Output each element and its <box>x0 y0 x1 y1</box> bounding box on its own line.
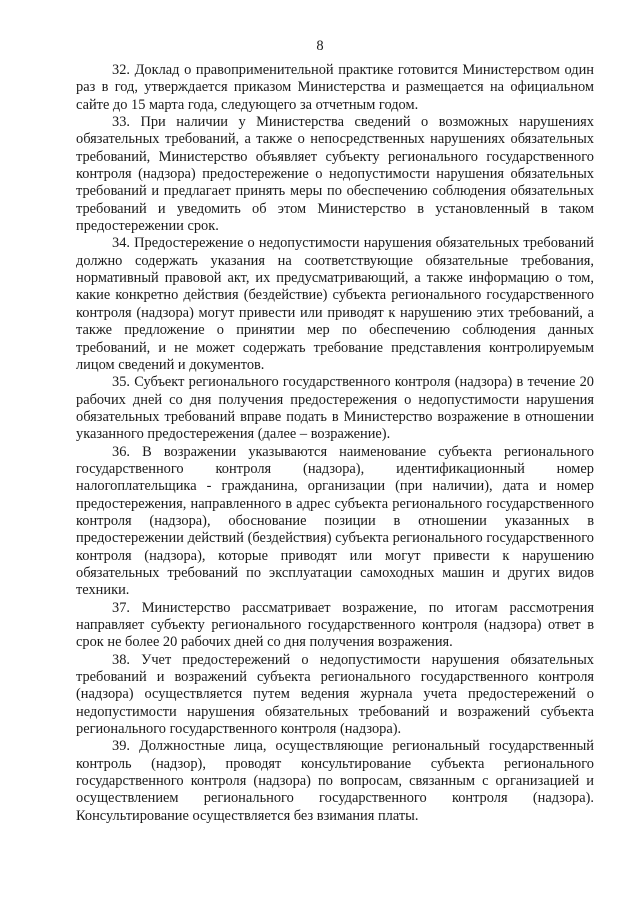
paragraph-37: 37. Министерство рассматривает возражение, по итогам рассмотрения направляет субъекту регионального государственного контроля (надзора) ответ в срок не более 20 рабочих дней со дня получения возражения. <box>76 599 594 651</box>
document-body <box>76 62 594 825</box>
paragraph-32: 32. Доклад о правоприменительной практике готовится Министерством один раз в год, утверждается приказом Министерства и размещается на официальном сайте до 15 марта года, следующего за отчетным годом. <box>76 62 594 113</box>
page-number: 8 <box>316 38 324 54</box>
paragraph-35: 35. Субъект регионального государственного контроля (надзора) в течение 20 рабочих дней со дня получения предостережения о недопустимости нарушения обязательных требований вправе подать в Министерство возражение в отношении указанного предостережения (далее – возражение). <box>76 374 594 443</box>
paragraph-39: 39. Должностные лица, осуществляющие региональный государственный контроль (надзор), проводят консультирование субъекта регионального государственного контроля (надзора) по вопросам, связанным с организацией и осуществлением регионального государственного контроля (надзора). Консультирование осуществляется без взимания платы. <box>76 738 594 824</box>
paragraph-38: 38. Учет предостережений о недопустимости нарушения обязательных требований и возражений субъекта регионального государственного контроля (надзора) осуществляется путем ведения журнала учета предостережений о недопустимости нарушения обязательных требований и возражений субъекта регионального государственного контроля (надзора). <box>76 651 594 738</box>
paragraph-36: 36. В возражении указываются наименование субъекта регионального государственного контроля (надзора), идентификационный номер налогоплательщика - гражданина, организации (при наличии), дата и номер предостережения, направленного в адрес субъекта регионального государственного контроля (надзора), обоснование позиции в отношении указанных в предостережении действий (бездействия) субъекта регионального государственного контроля (надзора), которые приводят или могут привести к нарушению обязательных требований по эксплуатации самоходных машин и других видов техники. <box>76 443 594 599</box>
paragraph-33: 33. При наличии у Министерства сведений о возможных нарушениях обязательных требований, а также о непосредственных нарушениях обязательных требований, Министерство объявляет субъекту регионального государственного контроля (надзора) предостережение о недопустимости нарушения обязательных требований и предлагает принять меры по обеспечению соблюдения обязательных требований и уведомить об этом Министерство в установленный в таком предостережении срок. <box>76 114 594 235</box>
paragraph-34: 34. Предостережение о недопустимости нарушения обязательных требований должно содержать указания на соответствующие обязательные требования, нормативный правовой акт, их предусматривающий, а также информацию о том, какие конкретно действия (бездействие) субъекта регионального государственного контроля (надзора) могут привести или приводят к нарушению этих требований, а также предложение о принятии мер по обеспечению соблюдения данных требований, и не может содержать требование представления контролируемым лицом сведений и документов. <box>76 235 594 373</box>
